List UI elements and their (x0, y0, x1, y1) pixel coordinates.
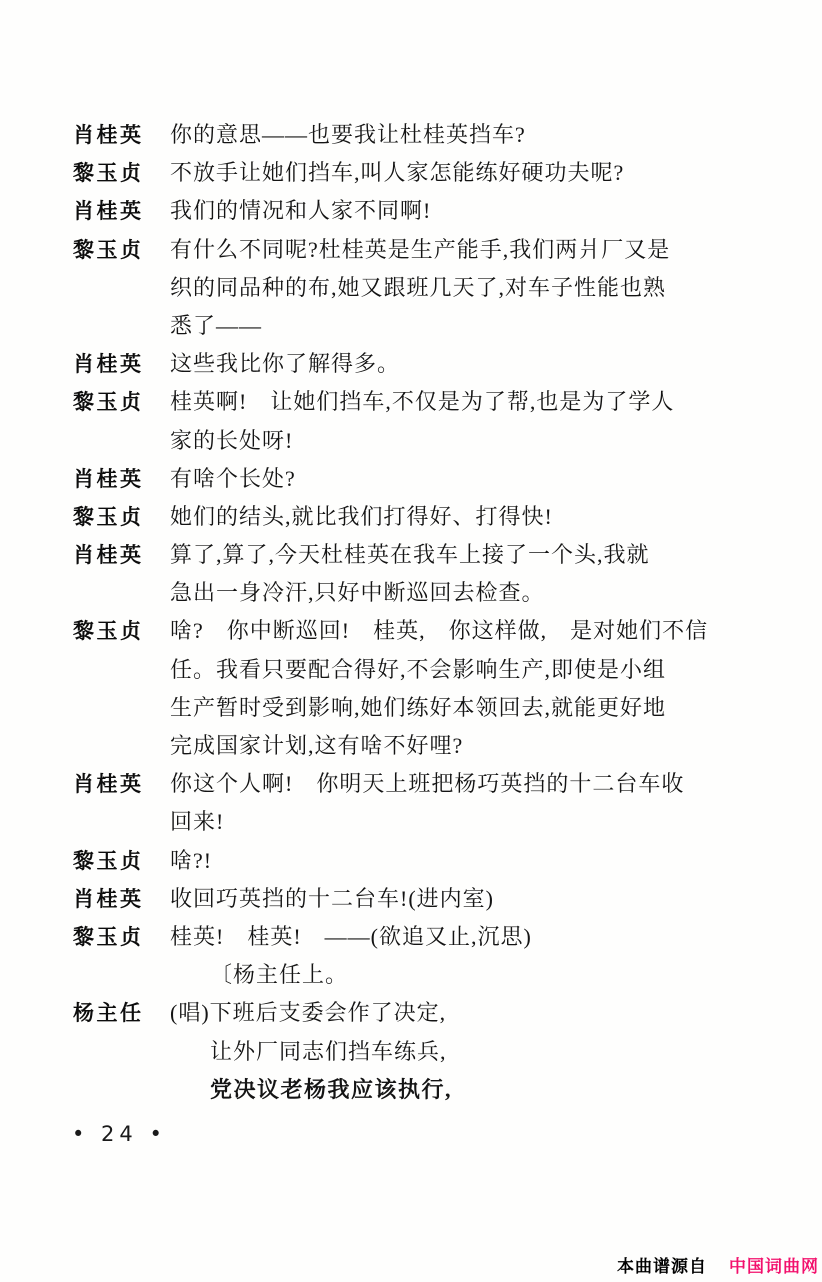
dialogue-line (73, 460, 773, 498)
dialogue-text: 算了,算了,今天杜桂英在我车上接了一个头,我就 (170, 542, 650, 568)
speaker-name: 肖桂英 (73, 124, 144, 147)
dialogue-text: 悉了—— (170, 312, 263, 338)
speaker-name: 黎玉贞 (73, 391, 144, 415)
watermark-source-text: 本曲谱源自 (617, 1257, 707, 1276)
dialogue-text: 生产暂时受到影响,她们练好本领回去,就能更好地 (170, 694, 667, 720)
dialogue-text: 啥?! (170, 847, 213, 873)
dialogue-line (73, 1071, 773, 1109)
dialogue-line (73, 307, 773, 345)
dialogue-text: 有啥个长处? (170, 465, 296, 491)
dialogue-text: 不放手让她们挡车,叫人家怎能练好硬功夫呢? (170, 160, 625, 186)
speaker-name: 肖桂英 (73, 544, 144, 568)
watermark (617, 1252, 819, 1277)
dialogue-text: 回来! (170, 809, 225, 835)
speaker-name: 肖桂英 (73, 200, 144, 224)
dialogue-line (73, 536, 773, 574)
dialogue-text: 党决议老杨我应该执行, (210, 1076, 453, 1102)
dialogue-line (73, 231, 773, 269)
dialogue-text: 家的长处呀! (170, 427, 294, 453)
dialogue-text: 有什么不同呢?杜桂英是生产能手,我们两爿厂又是 (170, 236, 671, 262)
speaker-name: 黎玉贞 (73, 238, 144, 262)
speaker-name: 黎玉贞 (73, 925, 144, 949)
dialogue-text: 桂英啊! 让她们挡车,不仅是为了帮,也是为了学人 (170, 389, 675, 415)
dialogue-text: 桂英! 桂英! ——(欲追又止,沉思) (170, 923, 532, 949)
dialogue-block (73, 116, 773, 1109)
speaker-name: 黎玉贞 (73, 620, 144, 644)
speaker-name: 黎玉贞 (73, 849, 144, 873)
speaker-name: 黎玉贞 (73, 505, 144, 529)
speaker-name: 肖桂英 (73, 773, 144, 797)
dialogue-text: 急出一身冷汗,只好中断巡回去检查。 (170, 580, 545, 606)
dialogue-text: 她们的结头,就比我们打得好、打得快! (170, 503, 553, 529)
dialogue-text: (唱)下班后支委会作了决定, (170, 1000, 447, 1026)
dialogue-text: 你这个人啊! 你明天上班把杨巧英挡的十二台车收 (170, 771, 685, 797)
dialogue-line (73, 383, 773, 421)
dialogue-line (73, 192, 773, 230)
dialogue-text: 织的同品种的布,她又跟班几天了,对车子性能也熟 (170, 274, 667, 300)
dialogue-text: 我们的情况和人家不同啊! (170, 198, 432, 224)
dialogue-line (73, 1033, 773, 1071)
dialogue-line (73, 880, 773, 918)
watermark-site-name: 中国词曲网 (729, 1257, 819, 1276)
dialogue-text: 你的意思——也要我让杜桂英挡车? (170, 122, 526, 147)
dialogue-line (73, 422, 773, 460)
dialogue-line (73, 651, 773, 689)
dialogue-line (73, 689, 773, 727)
dialogue-line (73, 612, 773, 650)
dialogue-line (73, 918, 773, 956)
dialogue-text: 这些我比你了解得多。 (170, 351, 401, 377)
dialogue-line (73, 727, 773, 765)
speaker-name: 肖桂英 (73, 467, 144, 491)
dialogue-line (73, 269, 773, 307)
dialogue-line (73, 842, 773, 880)
dialogue-line (73, 345, 773, 383)
speaker-name: 杨主任 (73, 1002, 144, 1026)
speaker-name: 肖桂英 (73, 887, 144, 911)
speaker-name: 黎玉贞 (73, 162, 144, 186)
dialogue-line (73, 956, 773, 994)
dialogue-line (73, 574, 773, 612)
dialogue-text: 任。我看只要配合得好,不会影响生产,即使是小组 (170, 656, 667, 682)
dialogue-text: 啥? 你中断巡回! 桂英, 你这样做, 是对她们不信 (170, 618, 709, 644)
dialogue-line (73, 803, 773, 841)
dialogue-line (73, 498, 773, 536)
dialogue-text: 完成国家计划,这有啥不好哩? (170, 733, 464, 758)
dialogue-line (73, 116, 773, 154)
dialogue-text: 〔杨主任上。 (210, 962, 349, 988)
dialogue-line (73, 994, 773, 1032)
dialogue-line (73, 765, 773, 803)
dialogue-line (73, 154, 773, 192)
speaker-name: 肖桂英 (73, 353, 144, 377)
dialogue-text: 让外厂同志们挡车练兵, (210, 1038, 447, 1064)
page-number: • 24 • (72, 1122, 167, 1146)
dialogue-text: 收回巧英挡的十二台车!(进内室) (170, 885, 494, 911)
